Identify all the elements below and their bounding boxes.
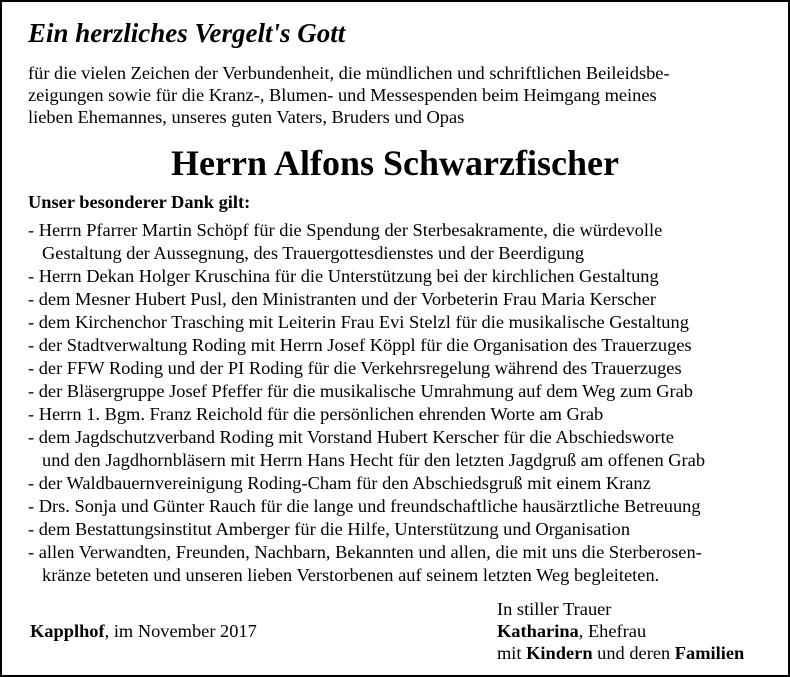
notice-heading: Ein herzliches Vergelt's Gott bbox=[28, 18, 346, 48]
signoff-line: In stiller Trauer bbox=[497, 599, 612, 619]
thanks-item: - Herrn Dekan Holger Kruschina für die Unterstützung bei der kirchlichen Gestaltung bbox=[28, 266, 659, 286]
thanks-item: - allen Verwandten, Freunden, Nachbarn, Bekannten und allen, die mit uns die Sterberosen- bbox=[28, 542, 702, 562]
signoff-children: Kindern bbox=[526, 643, 593, 663]
signoff bbox=[497, 598, 744, 664]
intro-line: für die vielen Zeichen der Verbundenheit, die mündlichen und schriftlichen Beileidsbe- bbox=[28, 63, 670, 83]
signoff-with: mit bbox=[497, 643, 527, 663]
intro-line: zeigungen sowie für die Kranz-, Blumen- und Messespenden beim Heimgang meines bbox=[28, 85, 657, 105]
signoff-family bbox=[497, 642, 744, 664]
thanks-item: - Herrn Pfarrer Martin Schöpf für die Spendung der Sterbesakramente, die würdevolle bbox=[28, 220, 663, 240]
widow-role: , Ehefrau bbox=[578, 621, 647, 641]
place-date: , im November 2017 bbox=[104, 621, 257, 641]
thanks-item: - Drs. Sonja und Günter Rauch für die lange und freundschaftliche hausärztliche Betreuung bbox=[28, 496, 701, 516]
thanks-item: - der Bläsergruppe Josef Pfeffer für die musikalische Umrahmung auf dem Weg zum Grab bbox=[28, 381, 693, 401]
thanks-item: - dem Kirchenchor Trasching mit Leiterin Frau Evi Stelzl für die musikalische Gestaltung bbox=[28, 312, 689, 332]
thanks-item: - dem Mesner Hubert Pusl, den Ministranten und der Vorbeterin Frau Maria Kerscher bbox=[28, 289, 657, 309]
thanks-item-continuation: kränze beteten und unseren lieben Verstorbenen auf seinem letzten Weg begleiteten. bbox=[42, 565, 660, 585]
place-town: Kapplhof bbox=[30, 621, 105, 641]
thanks-heading: Unser besonderer Dank gilt: bbox=[28, 192, 251, 212]
thanks-item: - der Waldbauernvereinigung Roding-Cham für den Abschiedsgruß mit einem Kranz bbox=[28, 473, 651, 493]
intro-line: lieben Ehemannes, unseres guten Vaters, Bruders und Opas bbox=[28, 107, 465, 127]
thanks-item-continuation: und den Jagdhornbläsern mit Herrn Hans Hecht für den letzten Jagdgruß am offenen Grab bbox=[42, 450, 706, 470]
intro-paragraph bbox=[28, 62, 768, 128]
thanks-item: - dem Jagdschutzverband Roding mit Vorstand Hubert Kerscher für die Abschiedsworte bbox=[28, 427, 674, 447]
thanks-item: - der FFW Roding und der PI Roding für die Verkehrsregelung während des Trauerzuges bbox=[28, 358, 682, 378]
widow-name: Katharina bbox=[497, 621, 579, 641]
signoff-and-their: und deren bbox=[592, 643, 675, 663]
signoff-widow bbox=[497, 620, 744, 642]
thanks-item: - Herrn 1. Bgm. Franz Reichold für die persönlichen ehrenden Worte am Grab bbox=[28, 404, 604, 424]
signoff-families: Familien bbox=[674, 643, 745, 663]
thanks-list bbox=[28, 219, 778, 587]
thanks-item: - dem Bestattungsinstitut Amberger für die Hilfe, Unterstützung und Organisation bbox=[28, 519, 631, 539]
thanks-item: - der Stadtverwaltung Roding mit Herrn Josef Köppl für die Organisation des Trauerzuges bbox=[28, 335, 692, 355]
place-and-date bbox=[30, 621, 257, 642]
thanks-item-continuation: Gestaltung der Aussegnung, des Trauergottesdienstes und der Beerdigung bbox=[42, 243, 585, 263]
deceased-name: Herrn Alfons Schwarzfischer bbox=[171, 143, 619, 183]
